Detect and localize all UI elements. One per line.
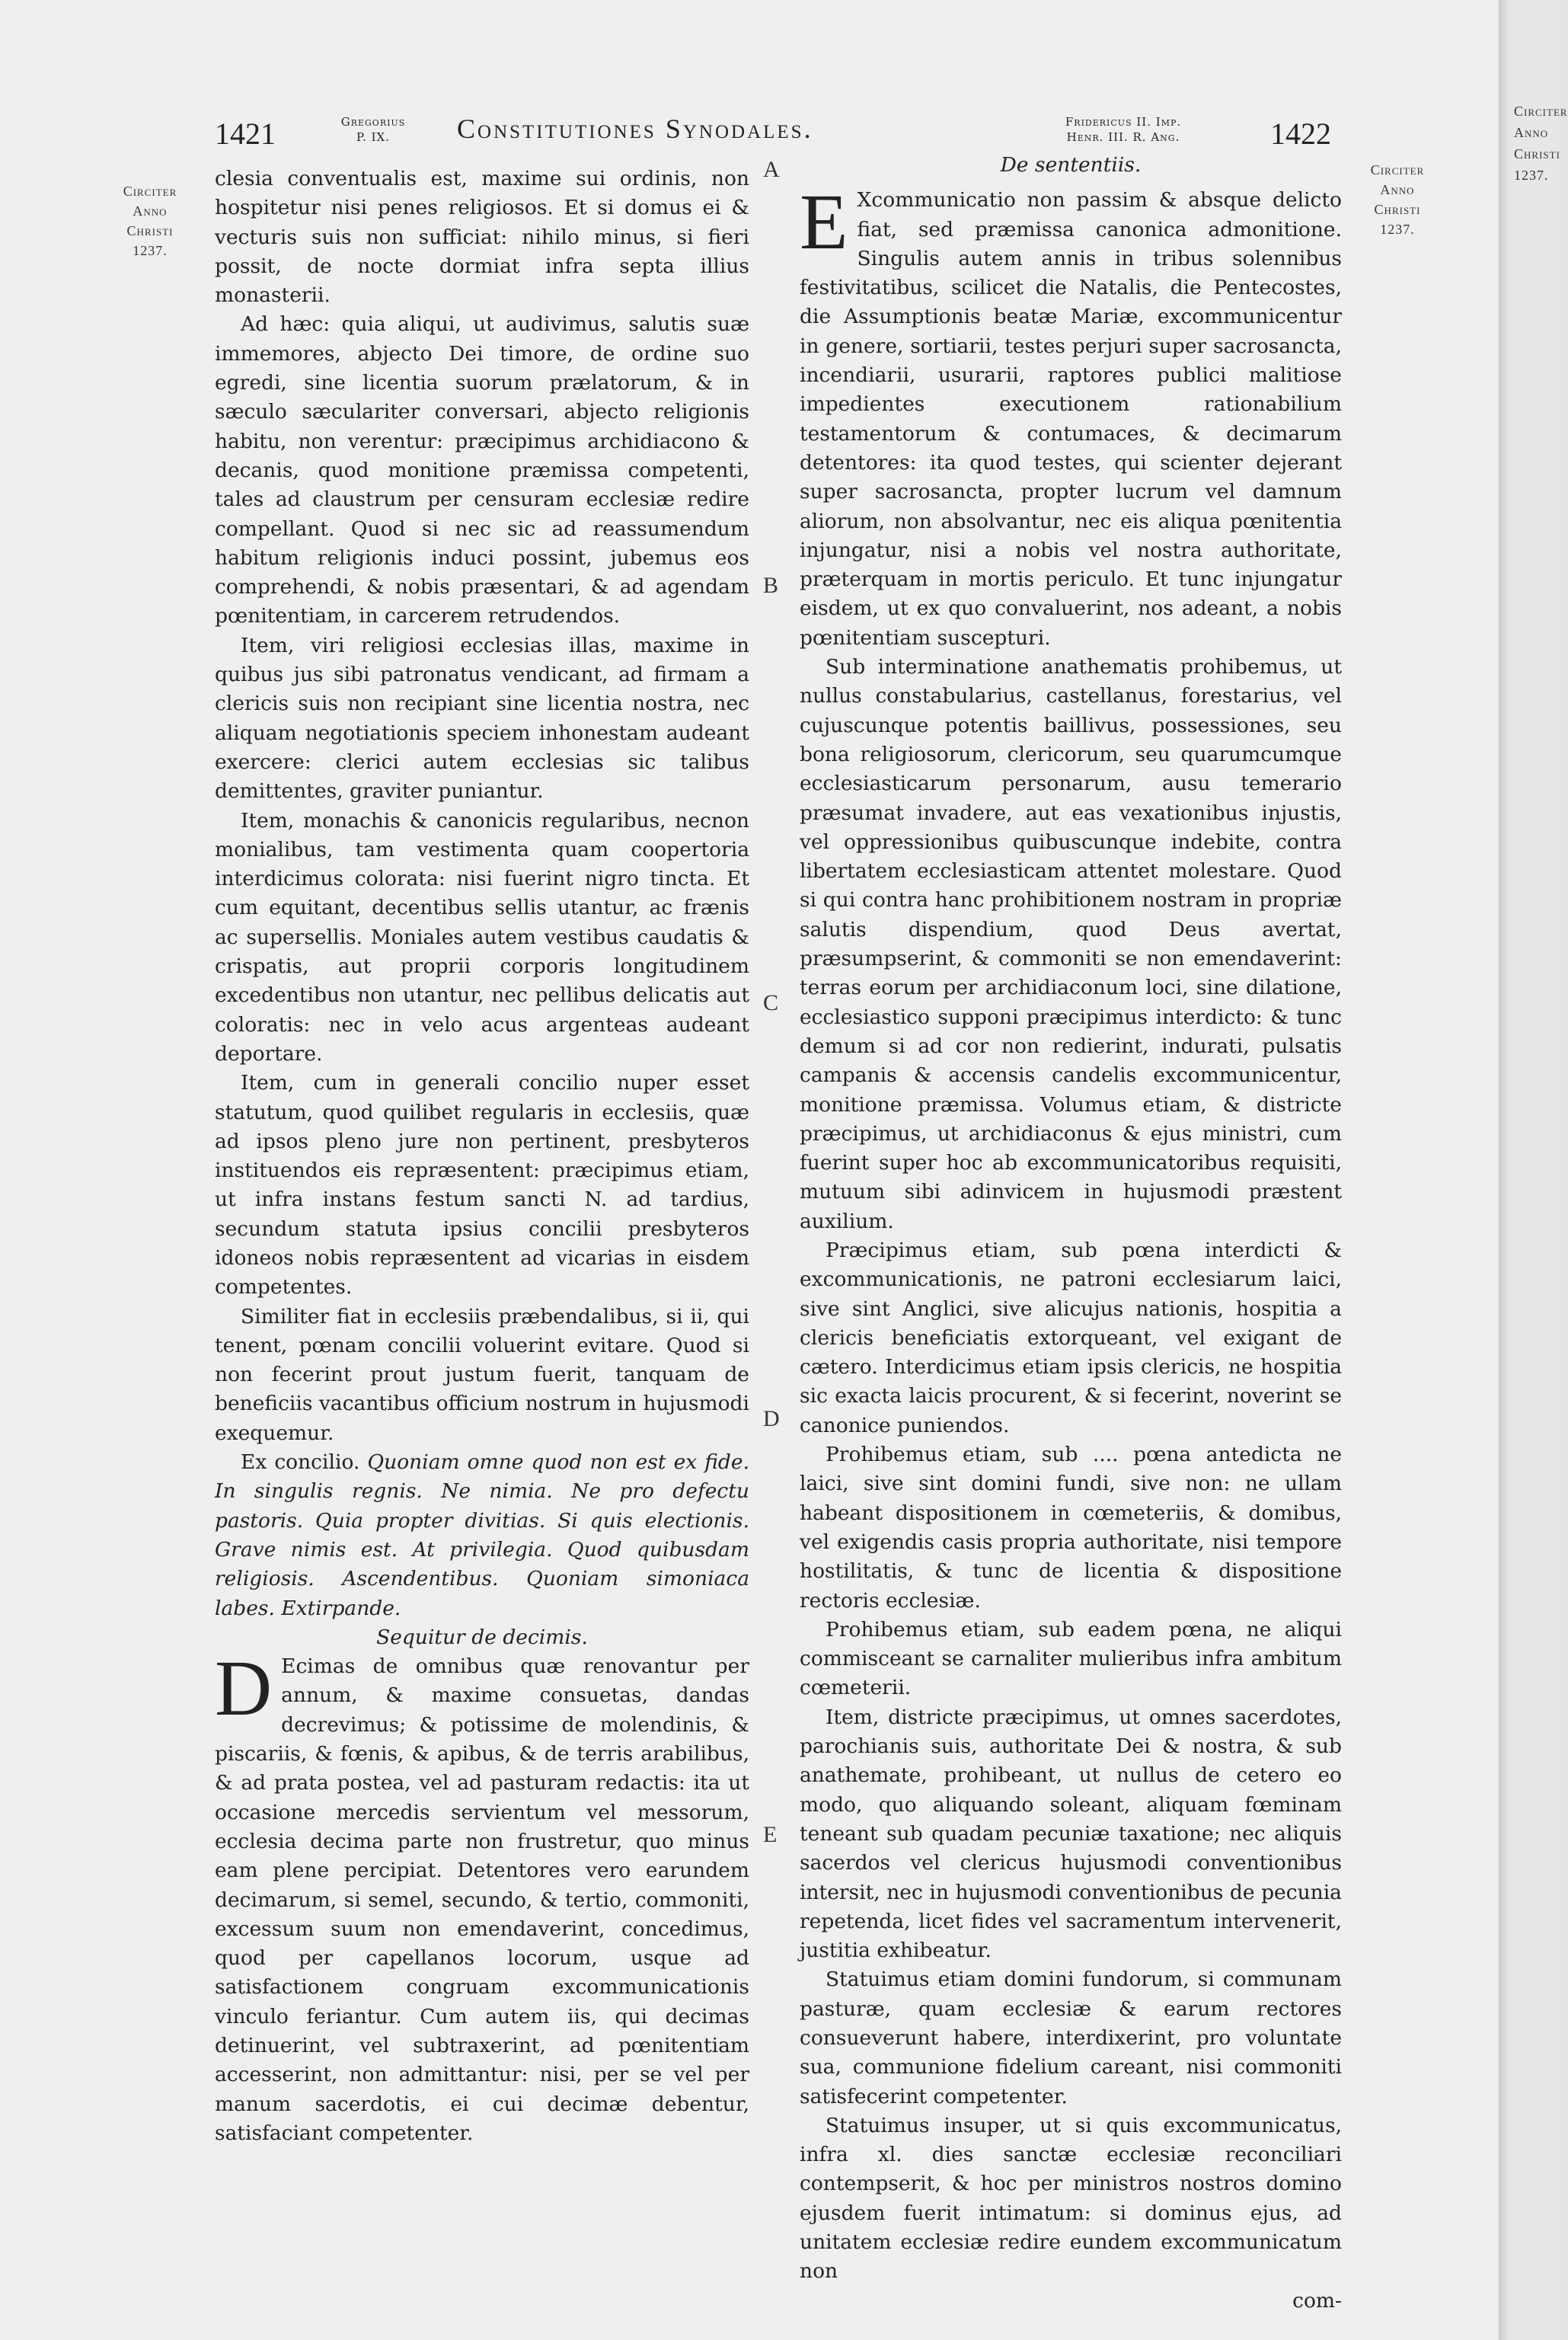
rulers-label-text: Fridericus II. Imp. Henr. III. R. Ang. xyxy=(1065,115,1182,144)
catchword: com- xyxy=(1292,2288,1342,2313)
paragraph: Item, monachis & canonicis regularibus, necnon monialibus, tam vestimenta quam coopertoria interdicimus colorata: nisi fuerint nigro tincta. Et cum equitant, decentibus sellis utantur, ac frænis ac supersellis. Moniales autem vestibus caudatis & crispatis, aut proprii corporis longitudinem excedentibus non utantur, nec pellibus delicatis aut coloratis: nec in velo acus argenteas audeant deportare. xyxy=(215,808,749,1066)
pope-label xyxy=(320,114,426,145)
excommunication-text: Xcommunicatio non passim & absque delicto fiat, sed præmissa canonica admonitione. Singulis autem annis in tribus solennibus festivitatibus, scilicet die Natalis, die Pentecostes, die Assumptionis beatæ Mariæ, excommunicentur in genere, sortiarii, testes perjuri super sacrosancta, incendiarii, usurarii, raptores publici malitiose impedientes executionem rationabilium testamentorum & contumaces, & decimarum detentores: ita quod testes, qui scienter dejerant super sacrosancta, propter lucrum vel damnum aliorum, non absolvantur, nec eis aliqua pœnitentia injungatur, nisi a nobis vel nostra authoritate, præterquam in mortis periculo. Et tunc injungatur eisdem, ut ex quo convaluerint, nos adeant, a nobis pœnitentiam suscepturi. xyxy=(800,188,1342,650)
section-marker-c: C xyxy=(763,990,779,1015)
paragraph: Similiter fiat in ecclesiis præbendalibus, si ii, qui tenent, pœnam concilii voluerint evitare. Quod si non fecerint prout justum fuerit, tanquam de beneficiis vacantibus officium nostrum in hujusmodi exequemur. xyxy=(215,1304,749,1445)
paragraph: Statuimus insuper, ut si quis excommunicatus, infra xl. dies sanctæ ecclesiæ reconciliari contempserit, & hoc per ministros nostros domino ejusdem fuerit intimatum: si dominus ejus, ad unitatem ecclesiæ redire eundem excommunicatum non xyxy=(800,2113,1342,2284)
paragraph: clesia conventualis est, maxime sui ordinis, non hospitetur nisi penes religiosos. Et si domus ei & vecturis suis non sufficiat: nihilo minus, si fieri possit, de nocte dormiat infra septa illius monasterii. xyxy=(215,167,749,308)
paragraph: Præcipimus etiam, sub pœna interdicti & excommunicationis, ne patroni ecclesiarum laici, sive sint Anglici, sive alicujus nationis, hospitia a clericis beneficiatis extorqueant, vel exigant de cætero. Interdicimus etiam ipsis clericis, ne hospitia sic exacta laicis procurent, & si fecerint, noverint se canonice puniendos. xyxy=(800,1238,1342,1437)
paragraph: Ad hæc: quia aliqui, ut audivimus, salutis suæ immemores, abjecto Dei timore, de ordine suo egredi, sine licentia suorum prælatorum, & in sæculo sæculariter conversari, abjecto religionis habitu, non verentur: præcipimus archidiacono & decanis, quod monitione præmissa competenti, tales ad claustrum per censuram ecclesiæ redire compellant. Quod si nec sic ad reassumendum habitum religionis induci possint, jubemus eos comprehendi, & nobis præsentari, & ad agendam pœnitentiam, in carcerem retrudendos. xyxy=(215,312,749,628)
adjacent-margin-note: Circiter Anno Christi 1237. xyxy=(1514,104,1568,183)
council-lead: Ex concilio. xyxy=(241,1450,368,1475)
page-number-right: 1422 xyxy=(1270,117,1331,151)
page-gutter xyxy=(1499,0,1509,2340)
margin-note-right: Circiter Anno Christi 1237. xyxy=(1370,162,1425,237)
section-marker-e: E xyxy=(763,1822,778,1847)
section-marker-b: B xyxy=(763,573,779,598)
excommunication-paragraph xyxy=(800,178,1342,653)
right-column xyxy=(800,151,1342,2316)
section-marker-a: A xyxy=(763,157,780,182)
paragraph: Prohibemus etiam, sub eadem pœna, ne aliqui commisceant se carnaliter mulieribus infra ambitum cœmeterii. xyxy=(800,1617,1342,1700)
margin-note-left: Circiter Anno Christi 1237. xyxy=(123,184,177,258)
page-title: Constitutiones Synodales. xyxy=(457,113,813,144)
paragraph: Item, districte præcipimus, ut omnes sacerdotes, parochianis suis, authoritate Dei & nostra, & sub anathemate, prohibeant, ut nullus de cetero eo modo, quo aliquando soleant, aliquam fœminam teneant sub quadam pecuniæ taxatione; nec aliquis sacerdos vel clericus hujusmodi conventionibus intersit, nec in hujusmodi conventionibus de pecunia repetenda, licet fides vel sacramentum intervenerit, justitia exhibeatur. xyxy=(800,1705,1342,1963)
left-column xyxy=(215,165,749,2148)
pope-label-text: Gregorius P. IX. xyxy=(340,115,406,144)
adjacent-page-edge xyxy=(1499,0,1568,2340)
section-heading-sentences: De sententiis. xyxy=(1000,153,1142,177)
drop-cap: D xyxy=(215,1645,273,1733)
council-references xyxy=(215,1448,749,1623)
tithes-text: Ecimas de omnibus quæ renovantur per annum, & maxime consuetas, dandas decrevimus; & potissime de molendinis, & piscariis, & fœnis, & apibus, & de terris arabilibus, & ad prata postea, vel ad pasturam redactis: ita ut occasione mercedis servientum vel messorum, ecclesia decima parte non frustretur, quo minus eam plene percipiat. Detentores vero earundem decimarum, si semel, secundo, & tertio, commoniti, excessum suum non emendaverint, concedimus, quod per capellanos locorum, usque ad satisfactionem congruam excommunicationis vinculo feriantur. Cum autem iis, qui decimas detinuerint, vel subtraxerint, ad pœnitentiam accesserint, non admittantur: nisi, per se vel per manum sacerdotis, ei cui decimæ debentur, satisfaciant competenter. xyxy=(215,1654,749,2145)
paragraph: Item, viri religiosi ecclesias illas, maxime in quibus jus sibi patronatus vendicant, ad firmam a clericis suis non recipiant sine licentia nostra, nec aliquam negotiationis speciem inhonestam audeant exercere: clerici autem ecclesias sic talibus demittentes, graviter puniantur. xyxy=(215,633,749,804)
council-titles: Quoniam omne quod non est ex fide. In singulis regnis. Ne nimia. Ne pro defectu pastoris. Quia propter divitias. Si quis electionis. Grave nimis est. At privilegia. Quod quibusdam religiosis. Ascendentibus. Quoniam simoniaca labes. Extirpande. xyxy=(215,1450,749,1620)
page-number-left: 1421 xyxy=(215,117,276,151)
paragraph: Item, cum in generali concilio nuper esset statutum, quod quilibet regularis in ecclesiis, quæ ad ipsos pleno jure non pertinent, presbyteros instituendos eis repræsentent: præcipimus etiam, ut infra instans festum sancti N. ad tardius, secundum statuta ipsius concilii presbyteros idoneos nobis repræsentent ad vicarias in eisdem competentes. xyxy=(215,1071,749,1299)
paragraph: Statuimus etiam domini fundorum, si communam pasturæ, quam ecclesiæ & earum rectores consueverunt habere, interdixerint, pro voluntate sua, communione fidelium careant, nisi commoniti satisfecerint competenter. xyxy=(800,1968,1342,2108)
tithes-paragraph xyxy=(215,1645,749,2148)
paragraph: Sub interminatione anathematis prohibemus, ut nullus constabularius, castellanus, forestarius, vel cujuscunque potentis baillivus, possessiones, seu bona religiosorum, clericorum, seu quarumcumque ecclesiasticarum personarum, ausu temerario præsumat invadere, aut eas vexationibus injustis, vel oppressionibus quibuscunque indebite, contra libertatem ecclesiasticam attentet molestare. Quod si qui contra hanc prohibitionem nostram in propriæ salutis dispendium, quod Deus avertat, præsumpserint, & commoniti se non emendaverint: terras eorum per archidiaconum loci, sine dilatione, ecclesiastico supponi præcipimus interdicto: & tunc demum si ad cor non redierint, indurati, pulsatis campanis & accensis candelis excommunicentur, monitione præmissa. Volumus etiam, & districte præcipimus, ut archidiaconus & ejus ministri, cum fuerint super hoc ab excommunicatoribus requisiti, mutuum sibi adinvicem in hujusmodi præstent auxilium. xyxy=(800,655,1342,1233)
section-marker-d: D xyxy=(763,1406,780,1431)
paragraph: Prohibemus etiam, sub .... pœna antedicta ne laici, sive sint domini fundi, sive non: ne ullam habeant dispositionem in cœmeteriis, & domibus, vel exigendis casis propria authoritate, nisi tempore hostilitatis, & tunc de licentia & dispositione rectoris ecclesiæ. xyxy=(800,1443,1342,1613)
section-heading-tithes: Sequitur de decimis. xyxy=(376,1625,588,1649)
rulers-label xyxy=(1005,114,1241,145)
drop-cap: E xyxy=(800,178,848,267)
